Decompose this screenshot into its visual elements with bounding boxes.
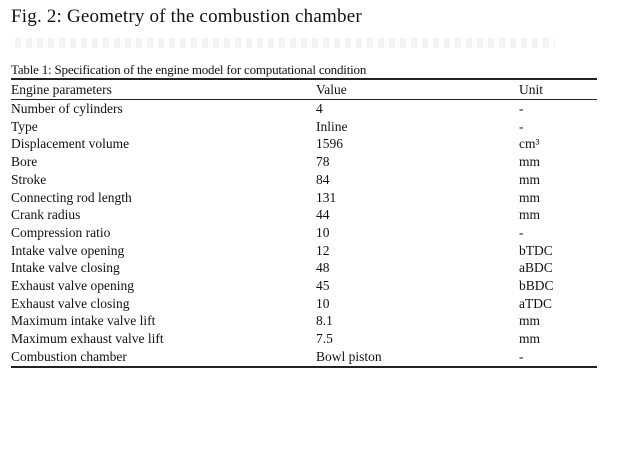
- cell-value: 8.1: [316, 313, 333, 329]
- cell-parameter: Number of cylinders: [11, 101, 123, 116]
- table-row: [11, 348, 597, 367]
- table-row: [11, 259, 597, 277]
- table-row: [11, 189, 597, 207]
- cell-unit: mm: [519, 313, 541, 329]
- cell-parameter: Combustion chamber: [11, 348, 316, 367]
- cell-value: 48: [316, 260, 330, 276]
- table-row: [11, 206, 597, 224]
- table-row: [11, 135, 597, 153]
- header-value: Value: [316, 79, 519, 100]
- cell-unit: mm: [519, 331, 541, 347]
- cell-parameter: Maximum exhaust valve lift: [11, 331, 164, 347]
- figure-caption: Fig. 2: Geometry of the combustion chamber: [11, 6, 362, 27]
- cell-unit: mm: [519, 207, 541, 223]
- table-row: [11, 100, 597, 118]
- cell-value: 78: [316, 154, 330, 170]
- cell-parameter: Crank radius: [11, 207, 81, 223]
- cell-unit: bTDC: [519, 242, 553, 258]
- cell-parameter: Compression ratio: [11, 224, 111, 240]
- cell-parameter: Type: [11, 118, 38, 134]
- header-engine-parameters: Engine parameters: [11, 79, 316, 100]
- table-row: [11, 224, 597, 242]
- table-row: [11, 277, 597, 295]
- cell-value: Bowl piston: [316, 348, 519, 367]
- table-row: [11, 118, 597, 136]
- cell-parameter: Maximum intake valve lift: [11, 313, 156, 329]
- table-row: [11, 312, 597, 330]
- cell-parameter: Exhaust valve closing: [11, 295, 130, 311]
- cell-parameter: Intake valve opening: [11, 242, 125, 258]
- cell-parameter: Bore: [11, 154, 38, 170]
- cell-parameter: Stroke: [11, 171, 47, 187]
- table-row: [11, 330, 597, 348]
- table-header-row: [11, 79, 597, 100]
- faded-text-line: [15, 38, 555, 48]
- cell-unit: mm: [519, 154, 541, 170]
- cell-value: 44: [316, 207, 330, 223]
- cell-value: 12: [316, 242, 330, 258]
- cell-unit: -: [519, 118, 524, 134]
- cell-value: 1596: [316, 136, 343, 152]
- engine-spec-table: [11, 78, 597, 368]
- cell-value: 45: [316, 278, 330, 294]
- cell-parameter: Displacement volume: [11, 136, 130, 152]
- header-unit: Unit: [519, 79, 597, 100]
- cell-parameter: Intake valve closing: [11, 260, 120, 276]
- cell-value: 7.5: [316, 331, 333, 347]
- cell-unit: -: [519, 348, 597, 367]
- table-row: [11, 153, 597, 171]
- cell-unit: bBDC: [519, 278, 554, 294]
- table-row: [11, 242, 597, 260]
- cell-unit: aBDC: [519, 260, 553, 276]
- cell-parameter: Exhaust valve opening: [11, 278, 134, 294]
- cell-value: 10: [316, 224, 330, 240]
- cell-unit: mm: [519, 189, 541, 205]
- table-row: [11, 295, 597, 313]
- cell-unit: cm³: [519, 136, 540, 152]
- table-row: [11, 171, 597, 189]
- cell-value: 4: [316, 101, 323, 116]
- cell-parameter: Connecting rod length: [11, 189, 132, 205]
- cell-unit: aTDC: [519, 295, 552, 311]
- cell-unit: -: [519, 224, 524, 240]
- cell-value: Inline: [316, 118, 348, 134]
- cell-unit: -: [519, 101, 524, 116]
- cell-value: 131: [316, 189, 337, 205]
- cell-unit: mm: [519, 171, 541, 187]
- table-body: [11, 100, 597, 367]
- cell-value: 10: [316, 295, 330, 311]
- table-title: Table 1: Specification of the engine model for computational condition: [11, 62, 367, 77]
- cell-value: 84: [316, 171, 330, 187]
